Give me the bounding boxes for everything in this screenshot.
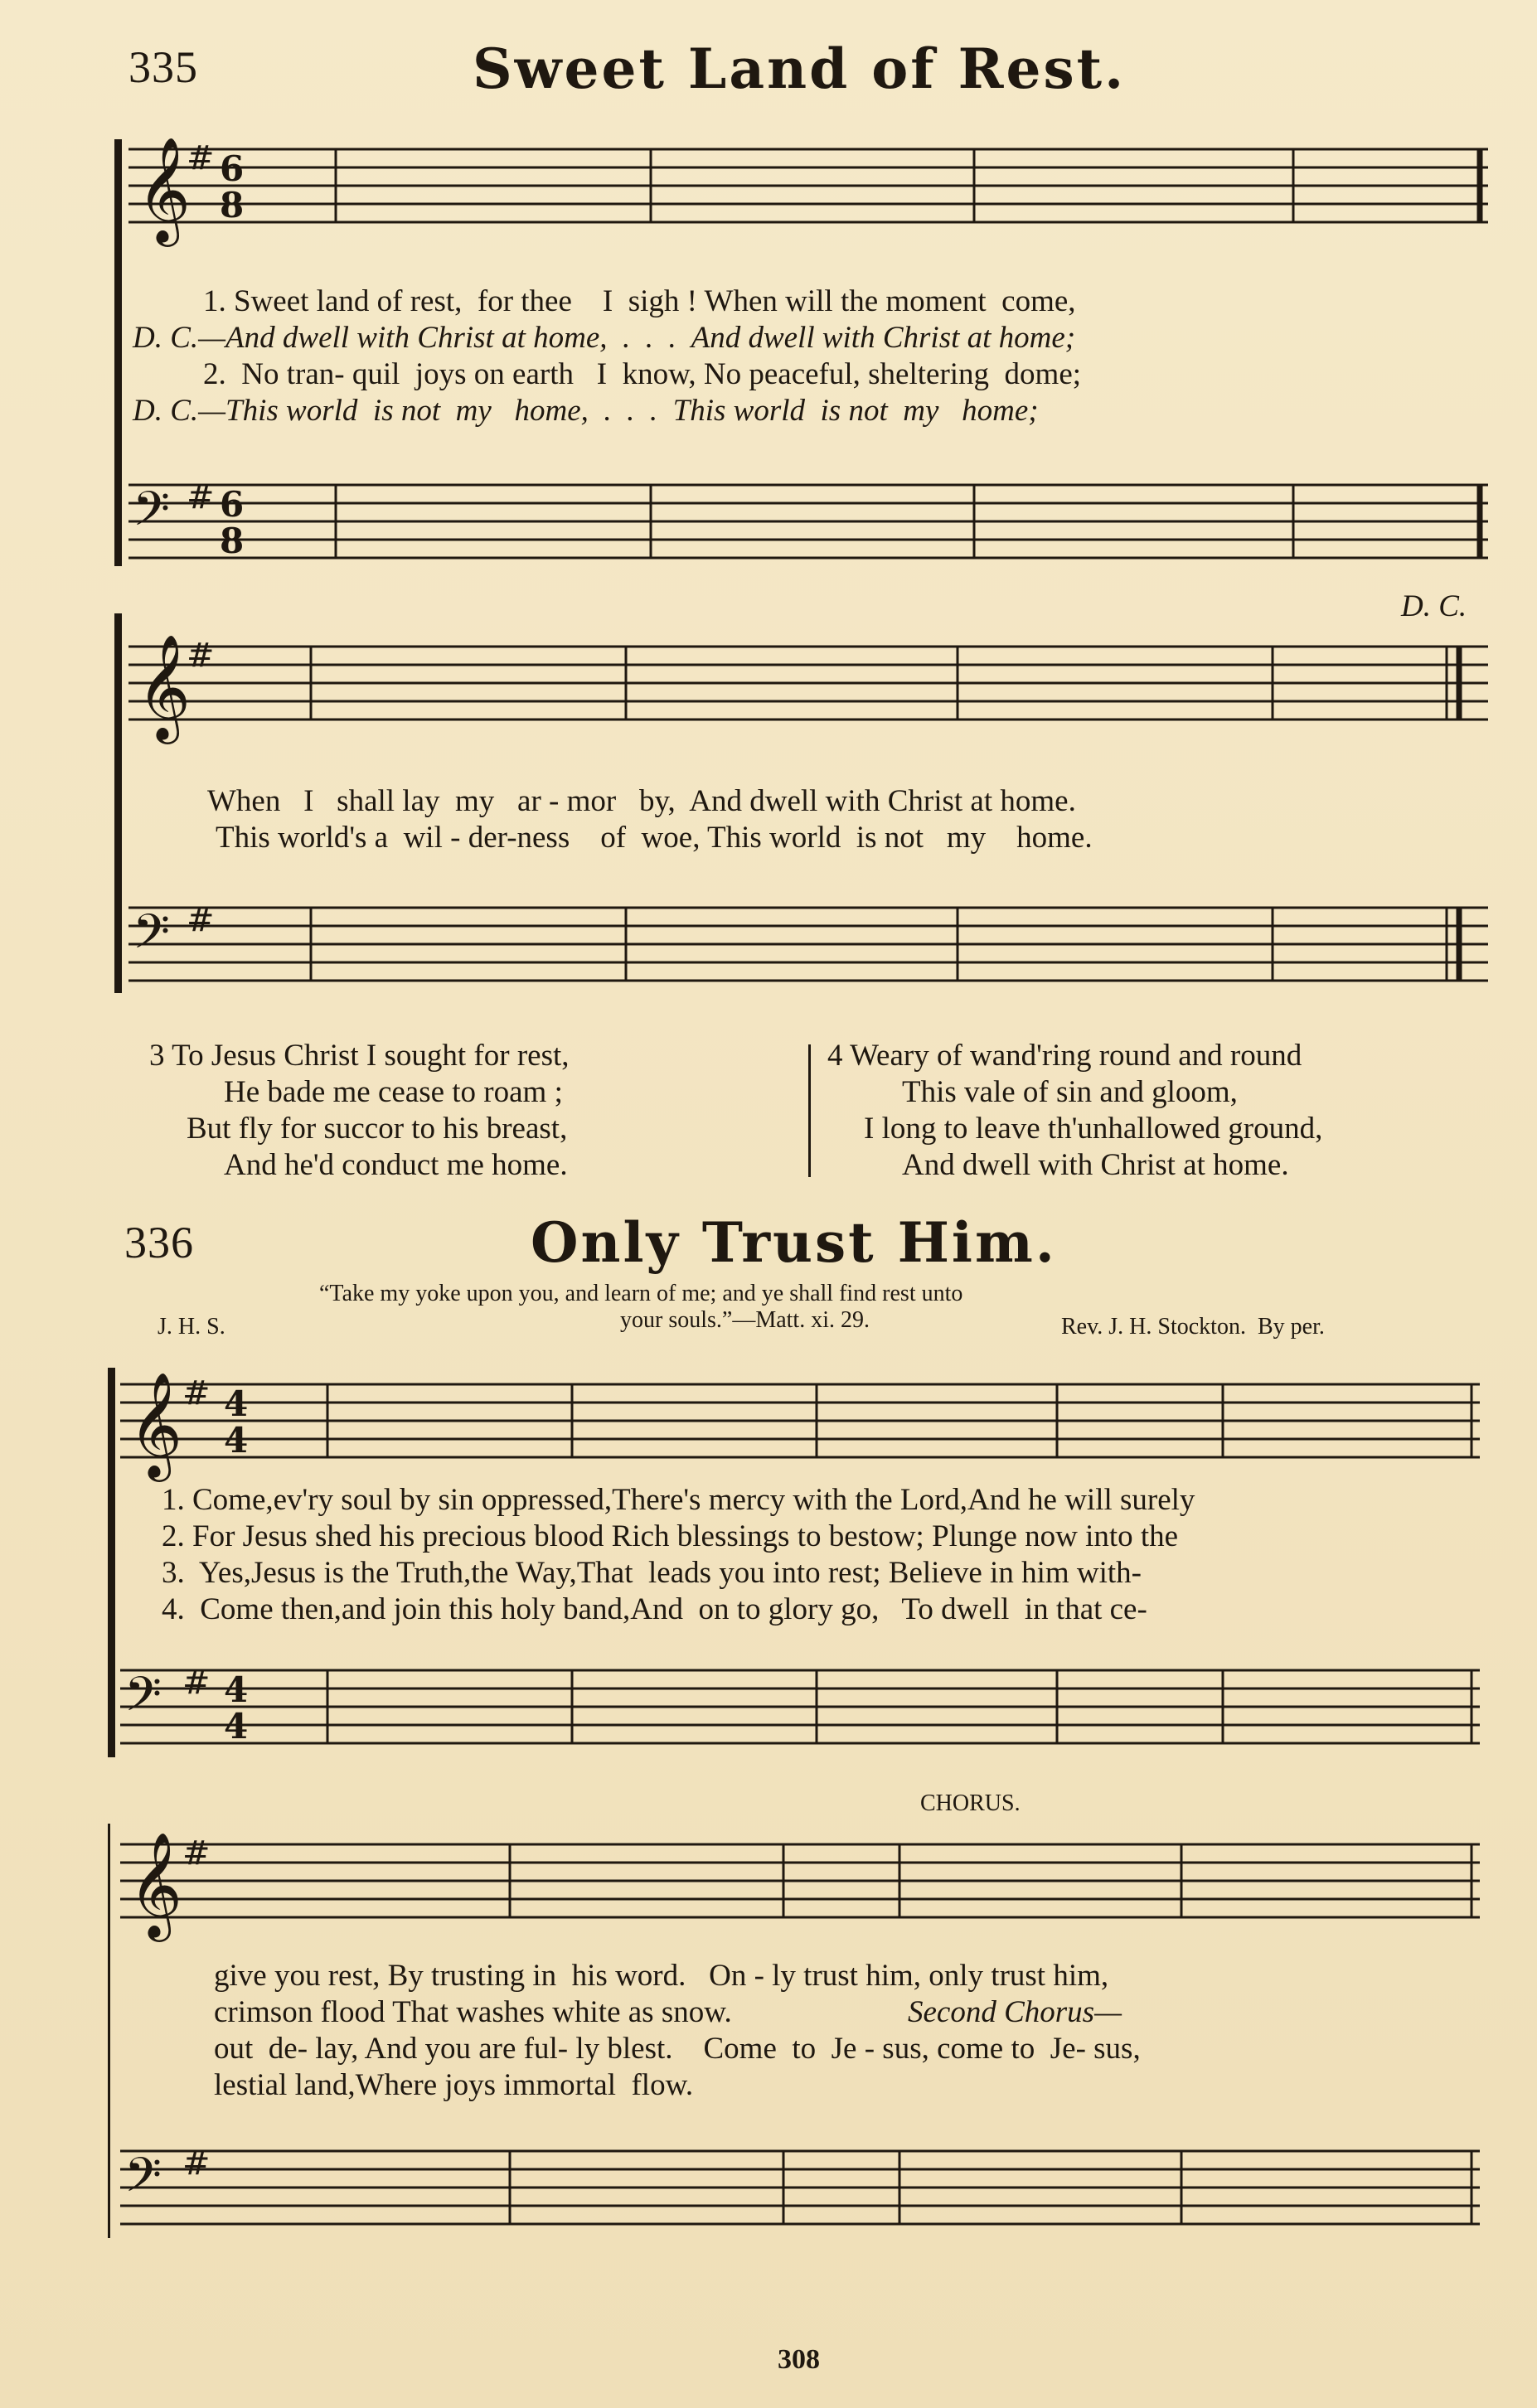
chorus-line: out de- lay, And you are ful- ly blest. Come to Je - sus, come to Je- sus, (214, 2032, 1141, 2066)
hymn-title: Sweet Land of Rest. (473, 36, 1127, 101)
verse-line: 1. Sweet land of rest, for thee I sigh ! When will the moment come, (203, 284, 1076, 318)
stanza-line: And dwell with Christ at home. (902, 1148, 1289, 1182)
svg-text:#: # (182, 1374, 211, 1412)
svg-text:𝄢: 𝄢 (124, 1666, 162, 1734)
chorus-line: give you rest, By trusting in his word. On - ly trust him, only trust him, (214, 1959, 1109, 1993)
svg-text:6: 6 (220, 484, 245, 525)
svg-text:4: 4 (224, 1706, 249, 1747)
system-bracket (114, 613, 122, 993)
epigraph-line: your souls.”—Matt. xi. 29. (620, 1307, 870, 1333)
composer: Rev. J. H. Stockton. By per. (1061, 1314, 1325, 1340)
verse-line: 4. Come then,and join this holy band,And on to glory go, To dwell in that ce- (162, 1592, 1147, 1626)
epigraph-line: “Take my yoke upon you, and learn of me; and ye shall find rest unto (319, 1281, 963, 1306)
svg-text:#: # (182, 1834, 211, 1873)
second-chorus-label: Second Chorus— (908, 1995, 1122, 2029)
bass-staff (120, 2143, 1480, 2238)
hymn-title: Only Trust Him. (531, 1210, 1057, 1275)
system-bracket (108, 1368, 115, 1757)
svg-text:4: 4 (224, 1669, 249, 1710)
bass-staff (128, 899, 1488, 991)
refrain-line: This world's a wil - der-ness of woe, This world is not my home. (216, 821, 1093, 855)
svg-text:8: 8 (220, 185, 245, 225)
stanza-line: I long to leave th'unhallowed ground, (864, 1112, 1323, 1146)
stanza-divider (808, 1044, 811, 1177)
svg-text:#: # (187, 901, 215, 939)
chorus-line: lestial land,Where joys immortal flow. (214, 2068, 694, 2102)
treble-staff (128, 136, 1488, 249)
svg-text:𝄞: 𝄞 (137, 136, 192, 242)
svg-text:𝄞: 𝄞 (137, 633, 192, 739)
hymn-number: 336 (124, 1218, 194, 1267)
svg-text:4: 4 (224, 1383, 249, 1424)
system-bracket (114, 139, 122, 566)
system-bracket (108, 1824, 110, 2238)
page-number: 308 (778, 2344, 820, 2375)
verse-line: 2. For Jesus shed his precious blood Rich blessings to bestow; Plunge now into the (162, 1519, 1179, 1553)
treble-staff (120, 1831, 1480, 1937)
stanza-line: But fly for succor to his breast, (187, 1112, 568, 1146)
svg-text:𝄢: 𝄢 (133, 904, 171, 971)
dc-mark: D. C. (1401, 589, 1467, 623)
bass-staff (128, 477, 1488, 568)
refrain-line: When I shall lay my ar - mor by, And dwell with Christ at home. (207, 784, 1076, 818)
treble-staff (128, 633, 1488, 739)
svg-text:#: # (182, 1664, 211, 1702)
svg-text:𝄞: 𝄞 (128, 1371, 183, 1477)
svg-text:𝄞: 𝄞 (128, 1831, 183, 1937)
bass-staff (120, 1662, 1480, 1757)
svg-text:#: # (187, 478, 215, 516)
verse-line: 2. No tran- quil joys on earth I know, No peaceful, sheltering dome; (203, 357, 1082, 391)
chorus-label: CHORUS. (920, 1790, 1021, 1816)
stanza-line: This vale of sin and gloom, (902, 1075, 1238, 1109)
verse-line: D. C.—And dwell with Christ at home, . . . And dwell with Christ at home; (133, 321, 1076, 355)
svg-text:6: 6 (220, 148, 245, 189)
svg-text:#: # (187, 139, 215, 177)
svg-text:4: 4 (224, 1420, 249, 1461)
svg-text:𝄢: 𝄢 (133, 481, 171, 549)
svg-text:𝄢: 𝄢 (124, 2147, 162, 2215)
stanza-line: And he'd conduct me home. (224, 1148, 568, 1182)
chorus-line: crimson flood That washes white as snow. (214, 1995, 732, 2029)
svg-text:#: # (182, 2144, 211, 2183)
stanza-line: 3 To Jesus Christ I sought for rest, (149, 1039, 570, 1073)
verse-line: D. C.—This world is not my home, . . . This world is not my home; (133, 394, 1039, 428)
treble-staff (120, 1371, 1480, 1477)
stanza-line: He bade me cease to roam ; (224, 1075, 563, 1109)
verse-line: 3. Yes,Jesus is the Truth,the Way,That leads you into rest; Believe in him with- (162, 1556, 1142, 1590)
svg-text:8: 8 (220, 521, 245, 561)
svg-text:#: # (187, 637, 215, 675)
author: J. H. S. (158, 1314, 225, 1340)
stanza-line: 4 Weary of wand'ring round and round (827, 1039, 1302, 1073)
hymn-number: 335 (128, 42, 198, 92)
verse-line: 1. Come,ev'ry soul by sin oppressed,There's mercy with the Lord,And he will surely (162, 1483, 1195, 1517)
